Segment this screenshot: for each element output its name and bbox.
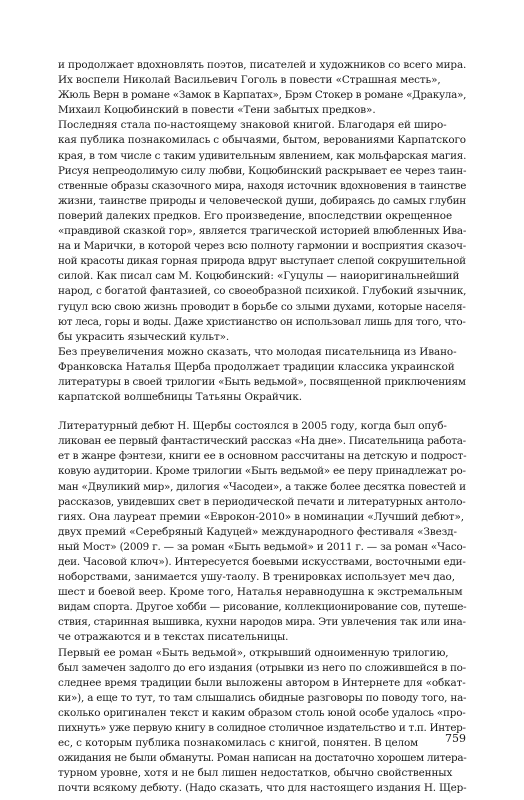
body-text [58, 58, 466, 797]
text-line: почти всякому дебюту. (Надо сказать, что для настоящего издания Н. Щер- [58, 782, 467, 795]
text-line: ет в жанре фэнтези, книги ее в основном рассчитаны на детскую и подрост- [58, 450, 467, 463]
text-line: пихнуть» уже первую книгу в солидное столичное издательство и т.п. Интер- [58, 722, 466, 735]
text-line: «правдивой сказкой гор», является трагической историей влюбленных Ива- [58, 225, 467, 238]
text-line: ес, с которым публика познакомилась с книгой, понятен. В целом [58, 737, 419, 750]
text-line: че отражаются и в текстах писательницы. [58, 631, 289, 644]
text-line: гиях. Она лауреат премии «Еврокон-2010» в номинации «Лучший дебют», [58, 510, 464, 523]
text-line: шест и боевой веер. Кроме того, Наталья неравнодушна к экстремальным [58, 586, 463, 599]
text-line: следнее время традиции были выложены автором в Интернете для «обкат- [58, 676, 466, 689]
paragraph [58, 419, 466, 645]
text-line: Литературный дебют Н. Щербы состоялся в 2005 году, когда был опуб- [58, 420, 447, 433]
text-line: жизни, таинстве природы и человеческой души, добираясь до самых глубин [58, 194, 467, 207]
text-line: гуцул всю свою жизнь проводит в борьбе со злыми духами, которые населя- [58, 300, 466, 313]
text-line: литературы в своей трилогии «Быть ведьмой», посвященной приключениям [58, 375, 466, 388]
text-line: был замечен задолго до его издания (отрывки из него по сложившейся в по- [58, 661, 466, 674]
text-line: бы украсить языческий культ». [58, 330, 230, 343]
text-line: Михаил Коцюбинский в повести «Тени забытых предков». [58, 104, 376, 117]
text-line: и продолжает вдохновлять поэтов, писателей и художников со всего мира. [58, 59, 467, 71]
text-line: турном уровне, хотя и не был лишен недостатков, обычно свойственных [58, 767, 453, 780]
text-line: Последняя стала по-настоящему знаковой книгой. Благодаря ей широ- [58, 119, 447, 132]
text-line: видам спорта. Другое хобби — рисование, коллекционирование сов, путеше- [58, 601, 467, 614]
page-number: 759 [445, 732, 466, 745]
text-line: сколько оригинален текст и каким образом столь юной особе удалось «про- [58, 706, 466, 719]
text-line: ют леса, горы и воды. Даже христианство он использовал лишь для того, что- [58, 315, 466, 328]
section-gap [58, 405, 466, 419]
paragraph [58, 646, 466, 797]
text-line: Рисуя непреодолимую силу любви, Коцюбинский раскрывает ее через таин- [58, 164, 467, 177]
text-line: Франковска Наталья Щерба продолжает традиции классика украинской [58, 360, 455, 373]
text-line: народ, с богатой фантазией, со своеобразной психикой. Глубокий язычник, [58, 285, 467, 298]
paragraph [58, 58, 466, 118]
text-line: ноборствами, занимается ушу-таолу. В тренировках использует меч дао, [58, 571, 455, 584]
paragraph [58, 118, 466, 344]
text-line: Без преувеличения можно сказать, что молодая писательница из Ивано- [58, 345, 457, 358]
text-line: Жюль Верн в романе «Замок в Карпатах», Брэм Стокер в романе «Дракула», [58, 89, 467, 102]
text-line: деи. Часовой ключ»). Интересуется боевыми искусствами, восточными еди- [58, 556, 466, 568]
text-line: ман «Двуликий мир», дилогия «Часодеи», а также более десятка повестей и [58, 480, 466, 493]
text-line: ликован ее первый фантастический рассказ «На дне». Писательница работа- [58, 435, 466, 448]
text-line: ный Мост» (2009 г. — за роман «Быть ведьмой» и 2011 г. — за роман «Часо- [58, 540, 466, 553]
text-line: ственные образы сказочного мира, находя источник вдохновения в таинстве [58, 179, 467, 192]
paragraph [58, 345, 466, 405]
text-line: кая публика познакомилась с обычаями, бытом, верованиями Карпатского [58, 134, 466, 147]
text-line: ковую аудитории. Кроме трилогии «Быть ведьмой» ее перу принадлежат ро- [58, 465, 466, 478]
text-line: карпатской волшебницы Татьяны Окрайчик. [58, 391, 302, 404]
text-line: Первый ее роман «Быть ведьмой», открывший одноименную трилогию, [58, 646, 449, 659]
text-line: Их воспели Николай Васильевич Гоголь в повести «Страшная месть», [58, 74, 441, 87]
text-line: на и Марички, в которой через всю полноту гармонии и восприятия сказоч- [58, 240, 467, 253]
text-line: ной красоты дикая горная природа вдруг выступает слепой сокрушительной [58, 255, 466, 268]
text-line: края, в том числе с таким удивительным явлением, как мольфарская магия. [58, 149, 467, 162]
text-line: ствия, старинная вышивка, кухни народов мира. Эти увлечения так или ина- [58, 616, 466, 629]
text-line: силой. Как писал сам М. Коцюбинский: «Гуцулы — наиоригинальнейший [58, 270, 460, 283]
text-line: рассказов, увидевших свет в периодической печати и литературных антоло- [58, 495, 466, 508]
text-line: двух премий «Серебряный Кадуцей» международного фестиваля «Звезд- [58, 525, 457, 538]
text-line: ки»), а еще то тут, то там слышались обидные разговоры по поводу того, на- [58, 691, 467, 704]
text-line: ожидания не были обмануты. Роман написан на достаточно хорошем литера- [58, 752, 467, 765]
text-line: поверий далеких предков. Его произведение, впоследствии окрещенное [58, 209, 452, 222]
